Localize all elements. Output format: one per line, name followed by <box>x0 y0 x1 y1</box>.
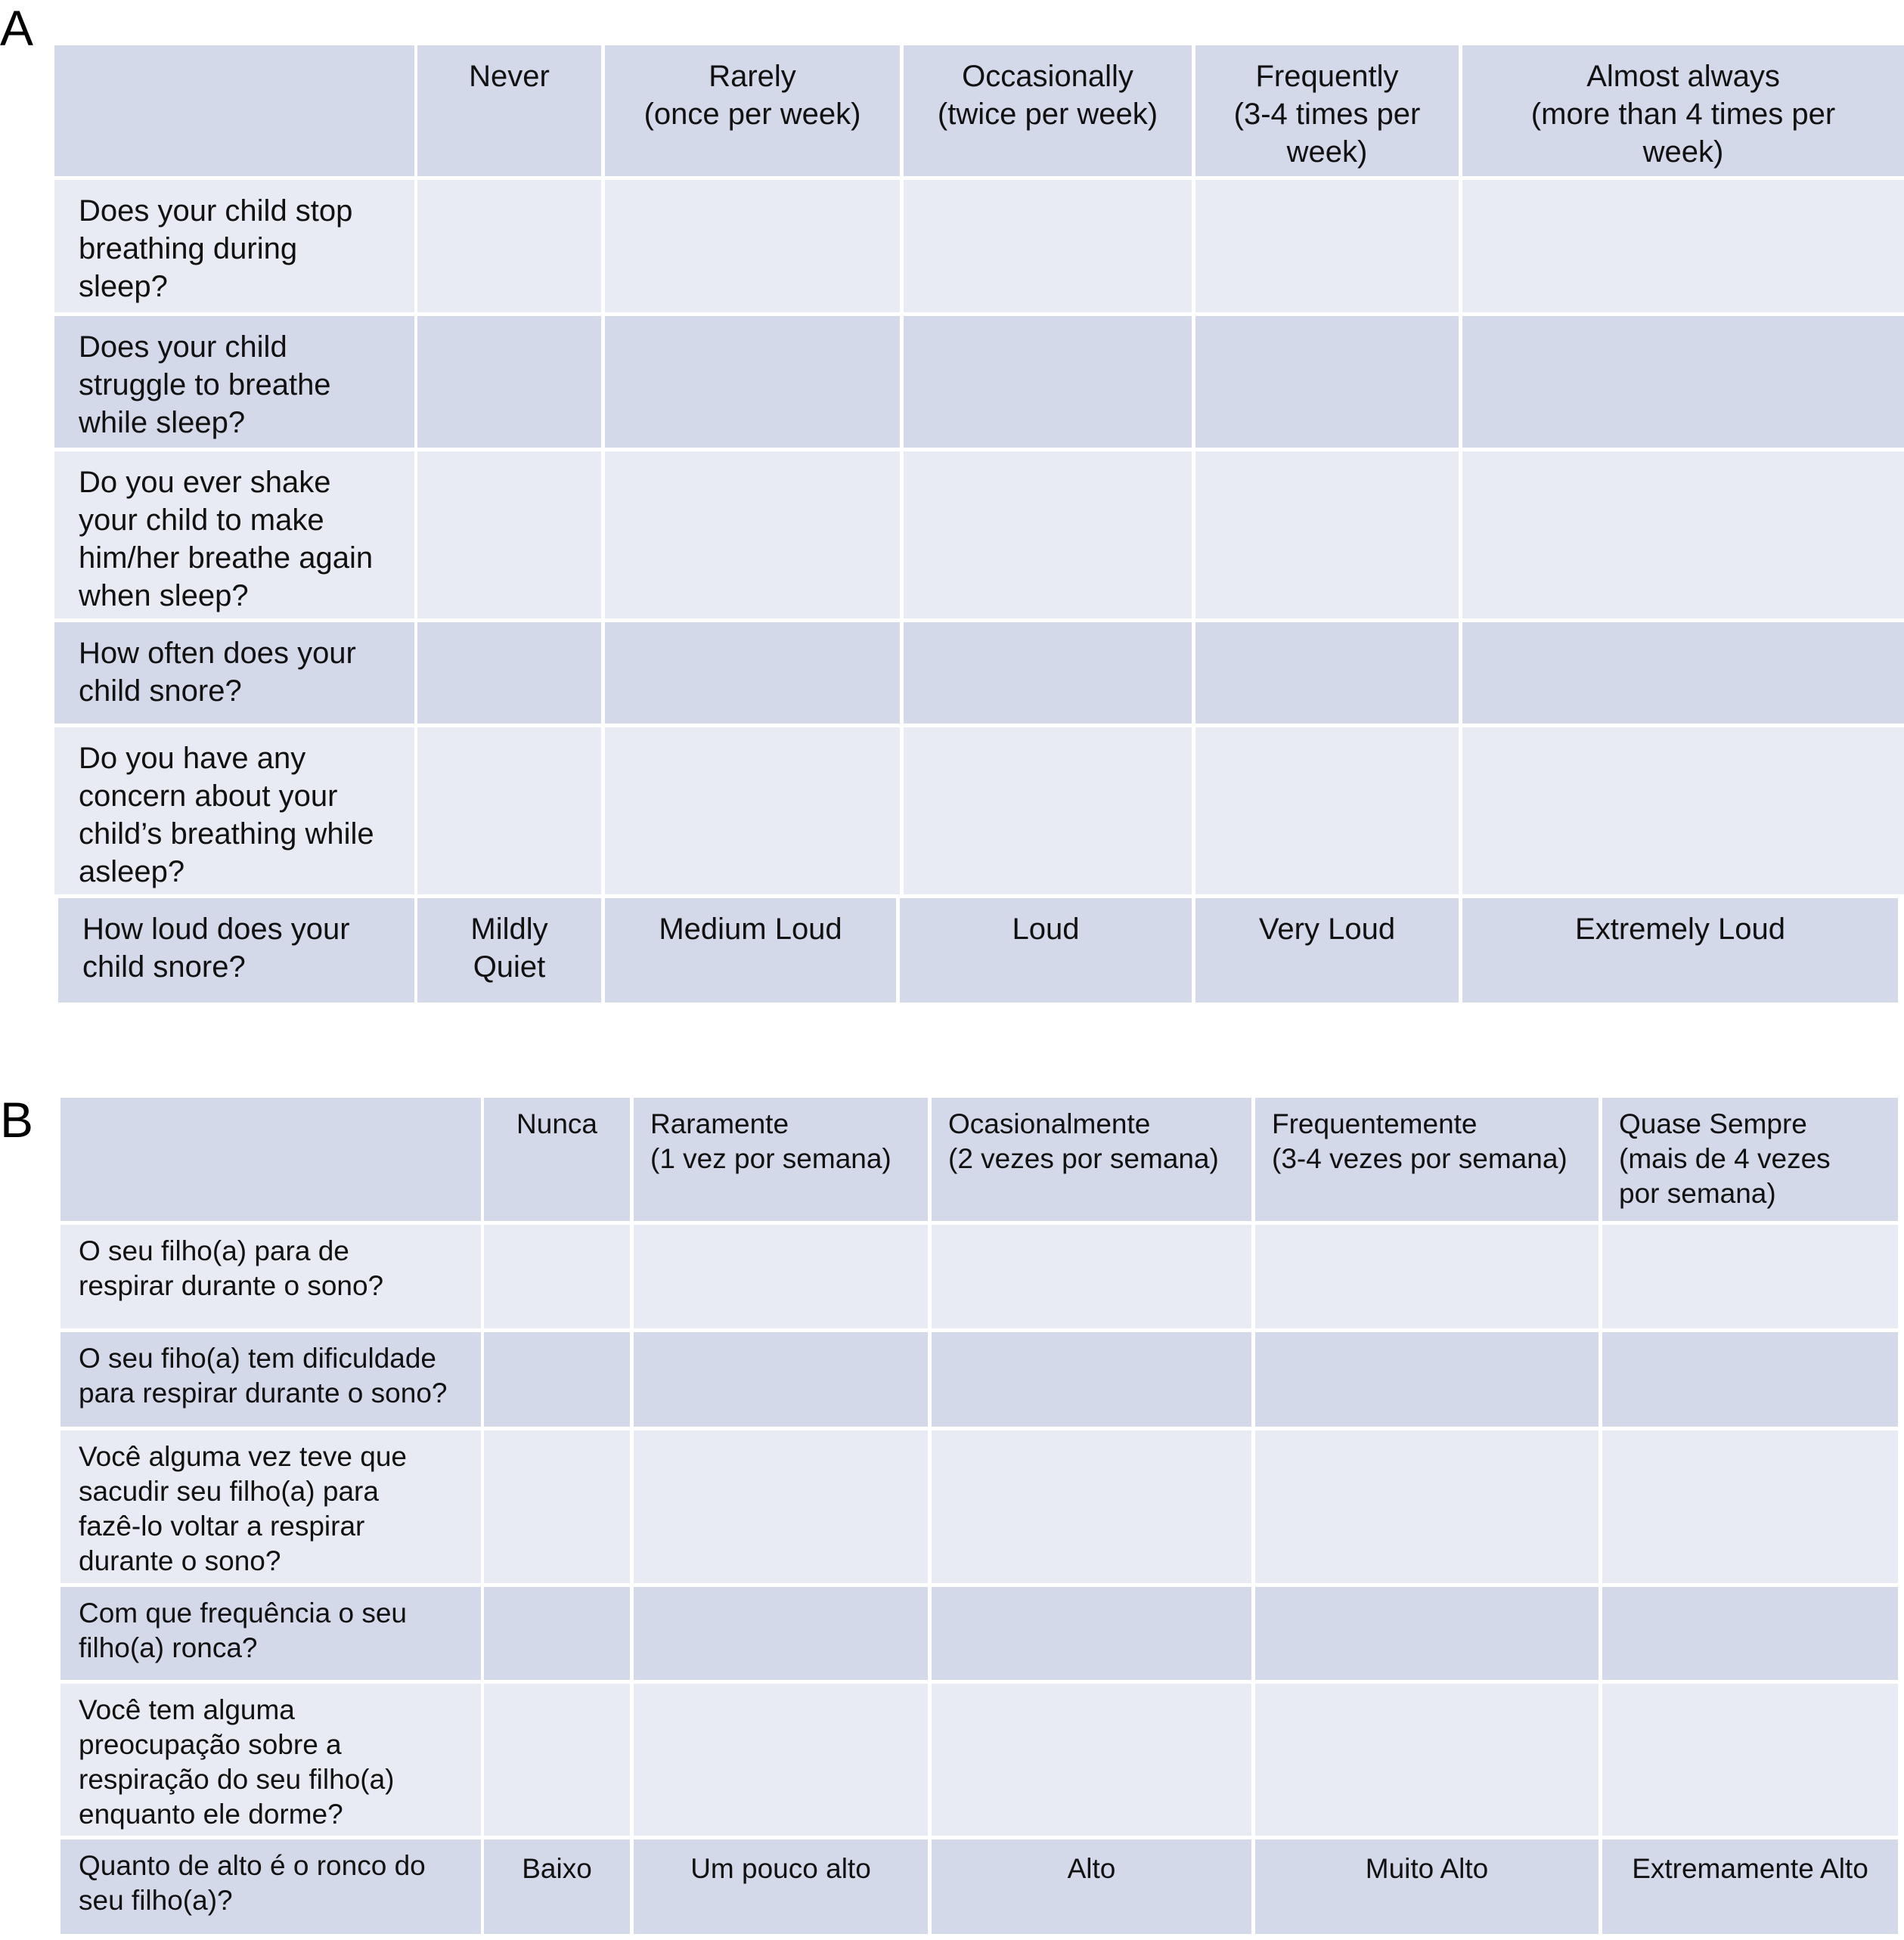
answer-cell-q3-opt1[interactable] <box>417 451 601 618</box>
loudness-question-label: Quanto de alto é o ronco do seu filho(a)? <box>60 1839 481 1934</box>
header-frequency-3: Ocasionalmente (2 vezes por semana) <box>932 1098 1251 1221</box>
panel-label-a: A <box>0 0 34 56</box>
loudness-question-label: How loud does your child snore? <box>58 898 414 1003</box>
answer-cell-q4-opt4[interactable] <box>1195 622 1459 724</box>
answer-cell-q2-opt5[interactable] <box>1602 1332 1898 1427</box>
answer-cell-q3-opt5[interactable] <box>1462 451 1904 618</box>
answer-cell-q4-opt2[interactable] <box>634 1587 928 1680</box>
answer-cell-q4-opt4[interactable] <box>1255 1587 1599 1680</box>
loudness-option-1[interactable]: Baixo <box>484 1839 630 1934</box>
answer-cell-q5-opt1[interactable] <box>484 1684 630 1836</box>
loudness-option-4[interactable]: Very Loud <box>1195 898 1459 1003</box>
answer-cell-q5-opt5[interactable] <box>1462 727 1904 894</box>
answer-cell-q2-opt2[interactable] <box>605 316 900 448</box>
answer-cell-q1-opt4[interactable] <box>1255 1225 1599 1328</box>
header-frequency-5: Quase Sempre (mais de 4 vezes por semana) <box>1602 1098 1898 1221</box>
answer-cell-q1-opt1[interactable] <box>484 1225 630 1328</box>
header-frequency-2: Rarely (once per week) <box>605 45 900 176</box>
header-corner-cell <box>54 45 414 176</box>
header-frequency-4: Frequently (3-4 times per week) <box>1195 45 1459 176</box>
question-2-label: Does your child struggle to breathe while sleep? <box>54 316 414 448</box>
answer-cell-q3-opt1[interactable] <box>484 1430 630 1583</box>
answer-cell-q5-opt4[interactable] <box>1195 727 1459 894</box>
answer-cell-q1-opt3[interactable] <box>904 180 1192 312</box>
loudness-option-2[interactable]: Um pouco alto <box>634 1839 928 1934</box>
answer-cell-q1-opt2[interactable] <box>605 180 900 312</box>
answer-cell-q4-opt1[interactable] <box>484 1587 630 1680</box>
answer-cell-q5-opt2[interactable] <box>634 1684 928 1836</box>
answer-cell-q5-opt5[interactable] <box>1602 1684 1898 1836</box>
answer-cell-q5-opt1[interactable] <box>417 727 601 894</box>
loudness-option-3[interactable]: Alto <box>932 1839 1251 1934</box>
header-frequency-1: Never <box>417 45 601 176</box>
answer-cell-q1-opt4[interactable] <box>1195 180 1459 312</box>
answer-cell-q2-opt1[interactable] <box>417 316 601 448</box>
answer-cell-q1-opt3[interactable] <box>932 1225 1251 1328</box>
answer-cell-q1-opt2[interactable] <box>634 1225 928 1328</box>
answer-cell-q2-opt1[interactable] <box>484 1332 630 1427</box>
answer-cell-q4-opt2[interactable] <box>605 622 900 724</box>
question-3-label: Você alguma vez teve que sacudir seu filho(a) para fazê-lo voltar a respirar durante o sono? <box>60 1430 481 1583</box>
answer-cell-q1-opt1[interactable] <box>417 180 601 312</box>
loudness-option-2[interactable]: Medium Loud <box>605 898 896 1003</box>
question-5-label: Do you have any concern about your child’s breathing while asleep? <box>54 727 414 894</box>
question-5-label: Você tem alguma preocupação sobre a respiração do seu filho(a) enquanto ele dorme? <box>60 1684 481 1836</box>
question-4-label: Com que frequência o seu filho(a) ronca? <box>60 1587 481 1680</box>
answer-cell-q2-opt4[interactable] <box>1195 316 1459 448</box>
question-1-label: O seu filho(a) para de respirar durante o sono? <box>60 1225 481 1328</box>
answer-cell-q5-opt3[interactable] <box>904 727 1192 894</box>
answer-cell-q2-opt3[interactable] <box>932 1332 1251 1427</box>
loudness-option-5[interactable]: Extremamente Alto <box>1602 1839 1898 1934</box>
answer-cell-q3-opt2[interactable] <box>634 1430 928 1583</box>
answer-cell-q4-opt5[interactable] <box>1462 622 1904 724</box>
answer-cell-q1-opt5[interactable] <box>1462 180 1904 312</box>
answer-cell-q2-opt4[interactable] <box>1255 1332 1599 1427</box>
answer-cell-q4-opt1[interactable] <box>417 622 601 724</box>
answer-cell-q4-opt5[interactable] <box>1602 1587 1898 1680</box>
question-1-label: Does your child stop breathing during sleep? <box>54 180 414 312</box>
header-frequency-3: Occasionally (twice per week) <box>904 45 1192 176</box>
answer-cell-q4-opt3[interactable] <box>904 622 1192 724</box>
panel-label-b: B <box>0 1092 34 1148</box>
answer-cell-q1-opt5[interactable] <box>1602 1225 1898 1328</box>
header-frequency-5: Almost always (more than 4 times per week) <box>1462 45 1904 176</box>
header-frequency-1: Nunca <box>484 1098 630 1221</box>
question-2-label: O seu fiho(a) tem dificuldade para respirar durante o sono? <box>60 1332 481 1427</box>
question-4-label: How often does your child snore? <box>54 622 414 724</box>
answer-cell-q4-opt3[interactable] <box>932 1587 1251 1680</box>
loudness-option-1[interactable]: Mildly Quiet <box>417 898 601 1003</box>
answer-cell-q2-opt2[interactable] <box>634 1332 928 1427</box>
answer-cell-q3-opt4[interactable] <box>1255 1430 1599 1583</box>
loudness-option-3[interactable]: Loud <box>900 898 1192 1003</box>
answer-cell-q2-opt3[interactable] <box>904 316 1192 448</box>
loudness-option-4[interactable]: Muito Alto <box>1255 1839 1599 1934</box>
answer-cell-q5-opt2[interactable] <box>605 727 900 894</box>
header-frequency-4: Frequentemente (3-4 vezes por semana) <box>1255 1098 1599 1221</box>
answer-cell-q3-opt4[interactable] <box>1195 451 1459 618</box>
answer-cell-q3-opt5[interactable] <box>1602 1430 1898 1583</box>
answer-cell-q3-opt3[interactable] <box>904 451 1192 618</box>
loudness-option-5[interactable]: Extremely Loud <box>1462 898 1898 1003</box>
answer-cell-q5-opt4[interactable] <box>1255 1684 1599 1836</box>
question-3-label: Do you ever shake your child to make him/her breathe again when sleep? <box>54 451 414 618</box>
answer-cell-q3-opt2[interactable] <box>605 451 900 618</box>
answer-cell-q5-opt3[interactable] <box>932 1684 1251 1836</box>
header-frequency-2: Raramente (1 vez por semana) <box>634 1098 928 1221</box>
header-corner-cell <box>60 1098 481 1221</box>
answer-cell-q3-opt3[interactable] <box>932 1430 1251 1583</box>
answer-cell-q2-opt5[interactable] <box>1462 316 1904 448</box>
